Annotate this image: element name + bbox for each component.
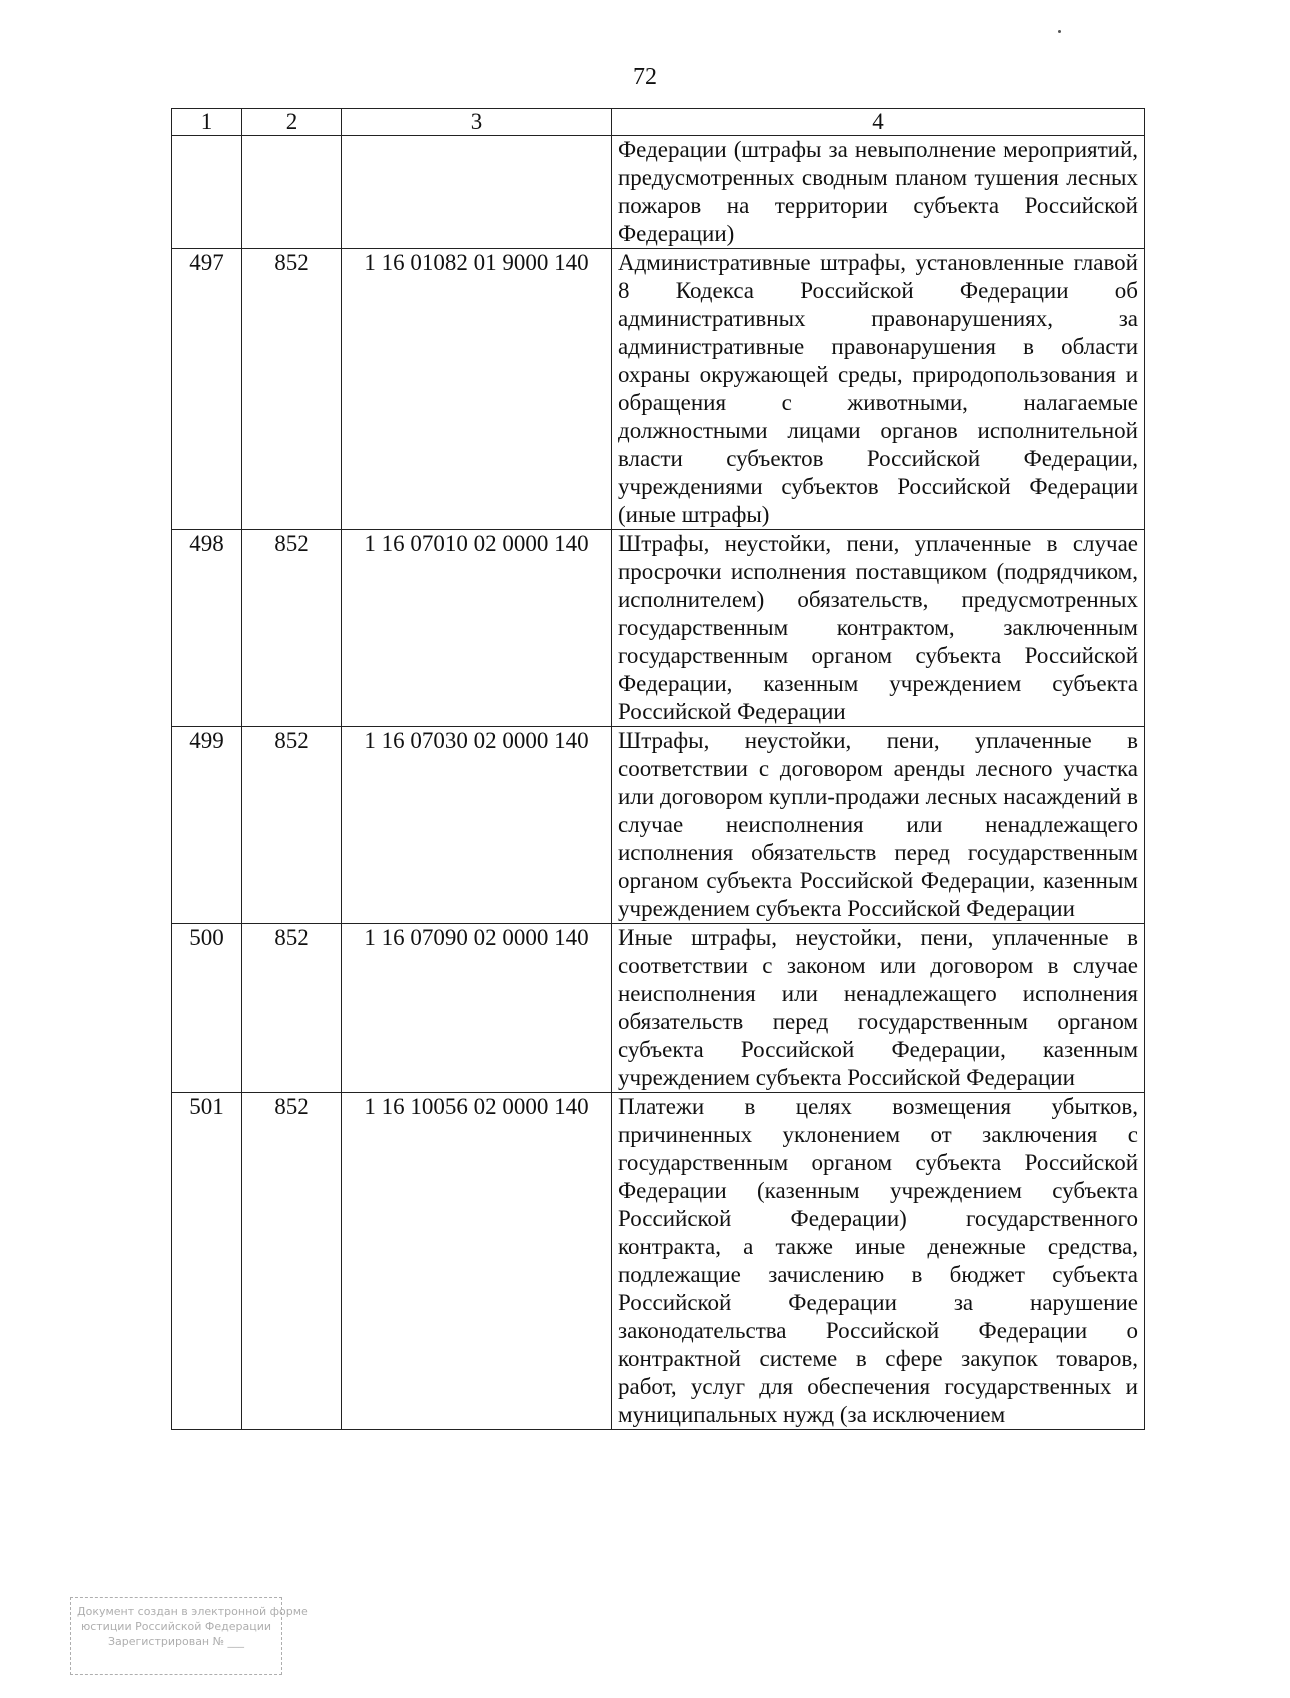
stamp-line: Зарегистрирован № ___ — [107, 1635, 245, 1648]
table-row — [172, 530, 1145, 727]
stamp-line: Документ создан в электронной форме — [77, 1605, 308, 1618]
page-number: 72 — [633, 64, 657, 90]
row-description: Федерации (штрафы за невыполнение мероприятий, предусмотренных сводным планом тушения лесных пожаров на территории субъекта Российской Федерации) — [612, 136, 1145, 249]
row-number — [172, 136, 242, 249]
row-description: Административные штрафы, установленные главой 8 Кодекса Российской Федерации об административных правонарушениях, за административные правонарушения в области охраны окружающей среды, природопользования и обращения с животными, налагаемые должностными лицами органов исполнительной власти субъектов Российской Федерации, учреждениями субъектов Российской Федерации (иные штрафы) — [612, 249, 1145, 530]
scan-speck — [1058, 30, 1061, 33]
table-row — [172, 727, 1145, 924]
admin-code: 852 — [242, 727, 342, 924]
row-description: Штрафы, неустойки, пени, уплаченные в соответствии с договором аренды лесного участка или договором купли-продажи лесных насаждений в случае неисполнения или ненадлежащего исполнения обязательств перед государственным органом субъекта Российской Федерации, казенным учреждением субъекта Российской Федерации — [612, 727, 1145, 924]
row-number: 500 — [172, 924, 242, 1093]
row-description: Штрафы, неустойки, пени, уплаченные в случае просрочки исполнения поставщиком (подрядчиком, исполнителем) обязательств, предусмотренных государственным контрактом, заключенным государственным органом субъекта Российской Федерации, казенным учреждением субъекта Российской Федерации — [612, 530, 1145, 727]
table-row — [172, 136, 1145, 249]
row-number: 499 — [172, 727, 242, 924]
row-description: Иные штрафы, неустойки, пени, уплаченные в соответствии с законом или договором в случае неисполнения или ненадлежащего исполнения обязательств перед государственным органом субъекта Российской Федерации, казенным учреждением субъекта Российской Федерации — [612, 924, 1145, 1093]
kbk-code: 1 16 07030 02 0000 140 — [342, 727, 612, 924]
admin-code: 852 — [242, 1093, 342, 1430]
kbk-code: 1 16 07010 02 0000 140 — [342, 530, 612, 727]
row-number: 498 — [172, 530, 242, 727]
admin-code: 852 — [242, 924, 342, 1093]
admin-code — [242, 136, 342, 249]
row-number: 497 — [172, 249, 242, 530]
row-number: 501 — [172, 1093, 242, 1430]
budget-codes-table — [171, 108, 1145, 1430]
table-row — [172, 924, 1145, 1093]
header-col-3: 3 — [342, 109, 612, 136]
kbk-code: 1 16 10056 02 0000 140 — [342, 1093, 612, 1430]
kbk-code: 1 16 07090 02 0000 140 — [342, 924, 612, 1093]
admin-code: 852 — [242, 530, 342, 727]
row-description: Платежи в целях возмещения убытков, причиненных уклонением от заключения с государственным органом субъекта Российской Федерации (казенным учреждением субъекта Российской Федерации) государственного контракта, а также иные денежные средства, подлежащие зачислению в бюджет субъекта Российской Федерации за нарушение законодательства Российской Федерации о контрактной системе в сфере закупок товаров, работ, услуг для обеспечения государственных и муниципальных нужд (за исключением — [612, 1093, 1145, 1430]
table-row — [172, 1093, 1145, 1430]
header-col-2: 2 — [242, 109, 342, 136]
admin-code: 852 — [242, 249, 342, 530]
table-row — [172, 249, 1145, 530]
kbk-code — [342, 136, 612, 249]
stamp-line: юстиции Российской Федерации — [80, 1620, 272, 1633]
header-col-4: 4 — [612, 109, 1145, 136]
kbk-code: 1 16 01082 01 9000 140 — [342, 249, 612, 530]
header-col-1: 1 — [172, 109, 242, 136]
table-header-row — [172, 109, 1145, 136]
registration-stamp — [70, 1597, 308, 1675]
